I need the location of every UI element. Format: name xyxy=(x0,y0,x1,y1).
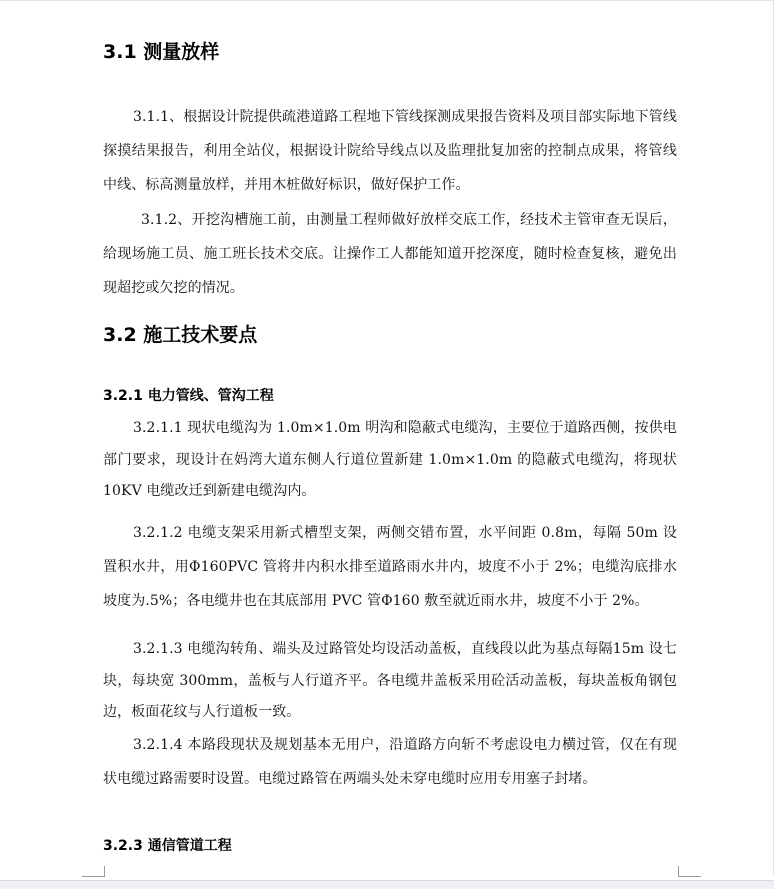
paragraph-3-1-1: 3.1.1、根据设计院提供疏港道路工程地下管线探测成果报告资料及项目部实际地下管线探摸结果报告，利用全站仪，根据设计院给导线点以及监理批复加密的控制点成果，将管线中线、标高测量放样，并用木桩做好标识，做好保护工作。 xyxy=(103,109,677,193)
paragraph-3-2-1-2: 3.2.1.2 电缆支架采用新式槽型支架，两侧交错布置，水平间距 0.8m，每隔 50m 设置积水井，用Φ160PVC 管将井内积水排至道路雨水井内，坡度不小于 2%；电缆沟底排水坡度为.5%；各电缆井也在其底部用 PVC 管Φ160 敷至就近雨水井，坡度不小于 2%。 xyxy=(103,525,677,609)
heading-3-1: 3.1 测量放样 xyxy=(103,41,220,63)
paragraph-3-1-2: 3.1.2、开挖沟槽施工前，由测量工程师做好放样交底工作，经技术主管审查无误后，给现场施工员、施工班长技术交底。让操作工人都能知道开挖深度，随时检查复核，避免出现超挖或欠挖的情况。 xyxy=(103,212,677,296)
heading-3-2-3: 3.2.3 通信管道工程 xyxy=(103,838,232,854)
page-corner-mark-right xyxy=(678,866,701,877)
page-corner-mark-left xyxy=(82,866,105,877)
top-ruler-line xyxy=(0,0,774,5)
paragraph-3-2-1-4: 3.2.1.4 本路段现状及规划基本无用户，沿道路方向斩不考虑设电力横过管，仅在有现状电缆过路需要时设置。电缆过路管在两端头处未穿电缆时应用专用塞子封堵。 xyxy=(103,737,677,787)
heading-3-2: 3.2 施工技术要点 xyxy=(103,324,258,346)
paragraph-3-2-1-1: 3.2.1.1 现状电缆沟为 1.0m×1.0m 明沟和隐蔽式电缆沟，主要位于道路西侧，按供电部门要求，现设计在妈湾大道东侧人行道位置新建 1.0m×1.0m 的隐蔽式电缆沟，将现状 10KV 电缆改迁到新建电缆沟内。 xyxy=(103,420,677,499)
page-bottom-edge xyxy=(0,880,774,889)
heading-3-2-1: 3.2.1 电力管线、管沟工程 xyxy=(103,388,274,404)
paragraph-3-2-1-3: 3.2.1.3 电缆沟转角、端头及过路管处均设活动盖板，直线段以此为基点每隔15m 设七块，每块宽 300mm，盖板与人行道齐平。各电缆井盖板采用砼活动盖板，每块盖板角钢包边，板面花纹与人行道板一致。 xyxy=(103,641,677,720)
